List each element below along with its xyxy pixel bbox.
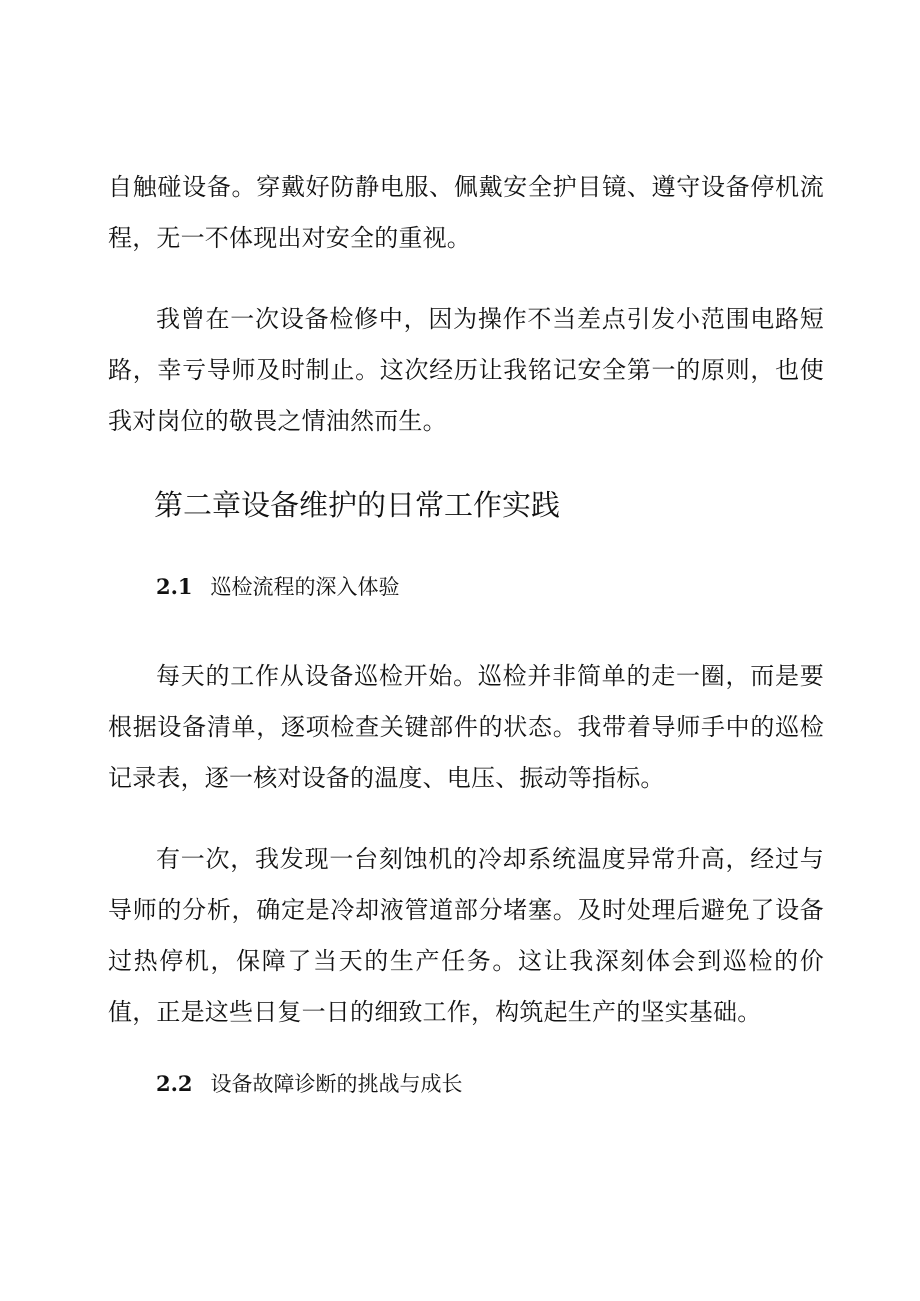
section-title-text: 巡检流程的深入体验 (210, 575, 400, 599)
section-heading-2-2 (108, 1068, 824, 1100)
section-number: 2.2 (156, 1071, 193, 1096)
paragraph-continuation: 自触碰设备。穿戴好防静电服、佩戴安全护目镜、遵守设备停机流程，无一不体现出对安全的重视。 (108, 173, 824, 252)
section-number: 2.1 (156, 574, 193, 599)
document-body (108, 162, 824, 1148)
paragraph-repair-experience: 我曾在一次设备检修中，因为操作不当差点引发小范围电路短路，幸亏导师及时制止。这次经历让我铭记安全第一的原则，也使我对岗位的敬畏之情油然而生。 (108, 305, 824, 435)
spacer (108, 477, 824, 485)
section-title-text: 设备故障诊断的挑战与成长 (210, 1072, 463, 1096)
chapter-title: 第二章设备维护的日常工作实践 (154, 488, 561, 522)
section-heading-2-1 (108, 571, 824, 603)
paragraph-inspection-routine: 每天的工作从设备巡检开始。巡检并非简单的走一圈，而是要根据设备清单，逐项检查关键部件的状态。我带着导师手中的巡检记录表，逐一核对设备的温度、电压、振动等指标。 (108, 662, 824, 792)
paragraph-inspection-incident: 有一次，我发现一台刻蚀机的冷却系统温度异常升高，经过与导师的分析，确定是冷却液管道部分堵塞。及时处理后避免了设备过热停机，保障了当天的生产任务。这让我深刻体会到巡检的价值，正是这些日复一日的细致工作，构筑起生产的坚实基础。 (108, 845, 824, 1026)
